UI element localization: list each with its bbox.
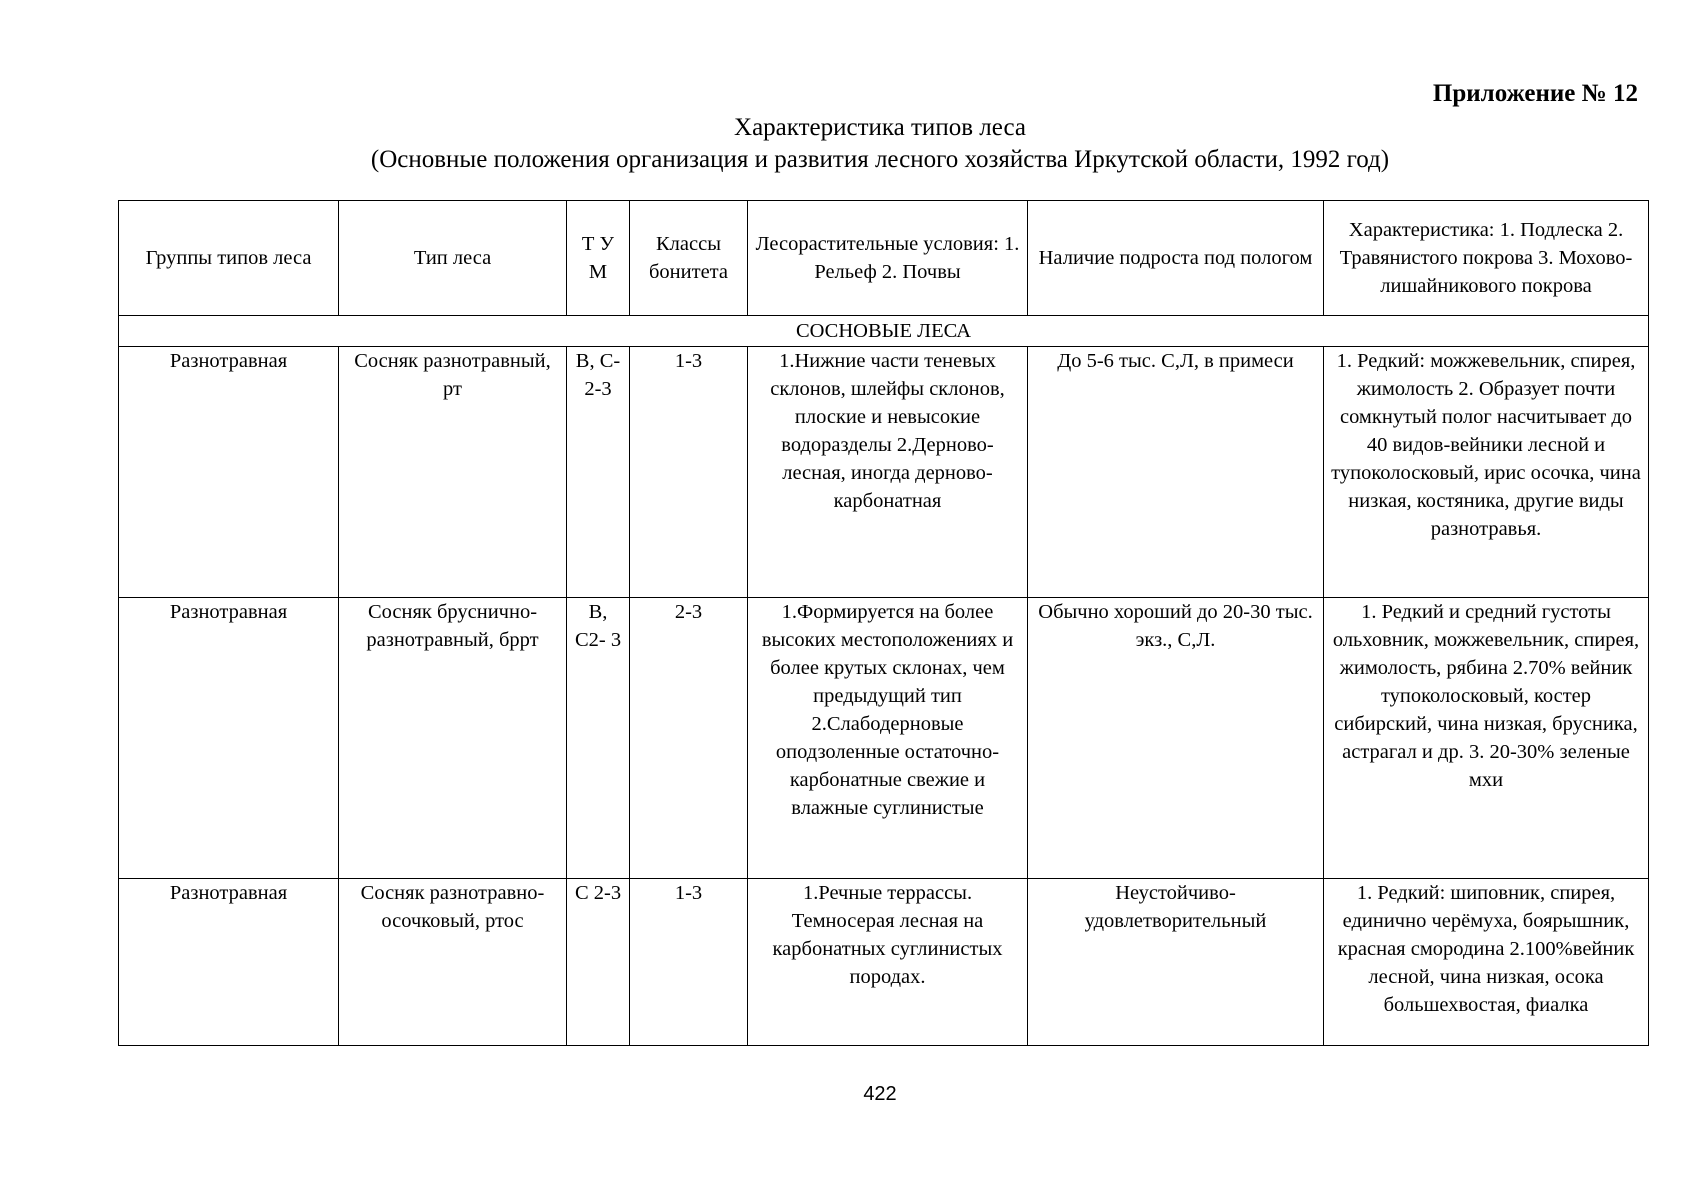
column-header-growing-conditions: Лесорастительные условия: 1. Рельеф 2. Почвы	[748, 201, 1028, 316]
document-subtitle: (Основные положения организация и развития лесного хозяйства Иркутской области, 1992 год)	[370, 146, 1390, 173]
cell-characteristics: 1. Редкий: шиповник, спирея, единично черёмуха, боярышник, красная смородина 2.100%вейник лесной, чина низкая, осока большехвостая, фиалка	[1324, 879, 1649, 1046]
cell-characteristics: 1. Редкий: можжевельник, спирея, жимолость 2. Образует почти сомкнутый полог насчитывает до 40 видов-вейники лесной и тупоколосковый, ирис осочка, чина низкая, костяника, другие виды разнотравья.	[1324, 347, 1649, 598]
cell-forest-type: Сосняк бруснично-разнотравный, бррт	[339, 598, 567, 879]
cell-forest-type: Сосняк разнотравный, рт	[339, 347, 567, 598]
column-header-forest-type: Тип леса	[339, 201, 567, 316]
column-header-undergrowth: Наличие подроста под пологом	[1028, 201, 1324, 316]
table-row	[119, 598, 1649, 879]
cell-tum: С 2-3	[567, 879, 630, 1046]
section-title: СОСНОВЫЕ ЛЕСА	[119, 316, 1649, 347]
document-title: Характеристика типов леса	[734, 114, 1026, 141]
cell-growing-conditions: 1.Формируется на более высоких местоположениях и более крутых склонах, чем предыдущий тип 2.Слабодерновые оподзоленные остаточно-карбонатные свежие и влажные суглинистые	[748, 598, 1028, 879]
cell-undergrowth: До 5-6 тыс. С,Л, в примеси	[1028, 347, 1324, 598]
table-row	[119, 879, 1649, 1046]
forest-types-table	[118, 200, 1649, 1046]
page-number: 422	[863, 1083, 897, 1105]
cell-forest-group: Разнотравная	[119, 347, 339, 598]
cell-forest-group: Разнотравная	[119, 598, 339, 879]
cell-forest-group: Разнотравная	[119, 879, 339, 1046]
appendix-label: Приложение № 12	[1432, 80, 1638, 107]
cell-bonitet-class: 1-3	[630, 879, 748, 1046]
column-header-tum: Т У М	[567, 201, 630, 316]
column-header-forest-group: Группы типов леса	[119, 201, 339, 316]
cell-bonitet-class: 2-3	[630, 598, 748, 879]
cell-growing-conditions: 1.Речные террассы. Темносерая лесная на карбонатных суглинистых породах.	[748, 879, 1028, 1046]
table-header-row	[119, 201, 1649, 316]
section-row	[119, 316, 1649, 347]
cell-forest-type: Сосняк разнотравно-осочковый, ртос	[339, 879, 567, 1046]
cell-undergrowth: Обычно хороший до 20-30 тыс. экз., С,Л.	[1028, 598, 1324, 879]
cell-bonitet-class: 1-3	[630, 347, 748, 598]
table-row	[119, 347, 1649, 598]
cell-tum: В, С- 2-3	[567, 347, 630, 598]
cell-tum: В, С2- 3	[567, 598, 630, 879]
cell-characteristics: 1. Редкий и средний густоты ольховник, можжевельник, спирея, жимолость, рябина 2.70% вейник тупоколосковый, костер сибирский, чина низкая, брусника, астрагал и др. 3. 20-30% зеленые мхи	[1324, 598, 1649, 879]
column-header-characteristics: Характеристика: 1. Подлеска 2. Травянистого покрова 3. Мохово-лишайникового покрова	[1324, 201, 1649, 316]
cell-growing-conditions: 1.Нижние части теневых склонов, шлейфы склонов, плоские и невысокие водоразделы 2.Дерново-лесная, иногда дерново-карбонатная	[748, 347, 1028, 598]
column-header-bonitet-class: Классы бонитета	[630, 201, 748, 316]
cell-undergrowth: Неустойчиво-удовлетворительный	[1028, 879, 1324, 1046]
